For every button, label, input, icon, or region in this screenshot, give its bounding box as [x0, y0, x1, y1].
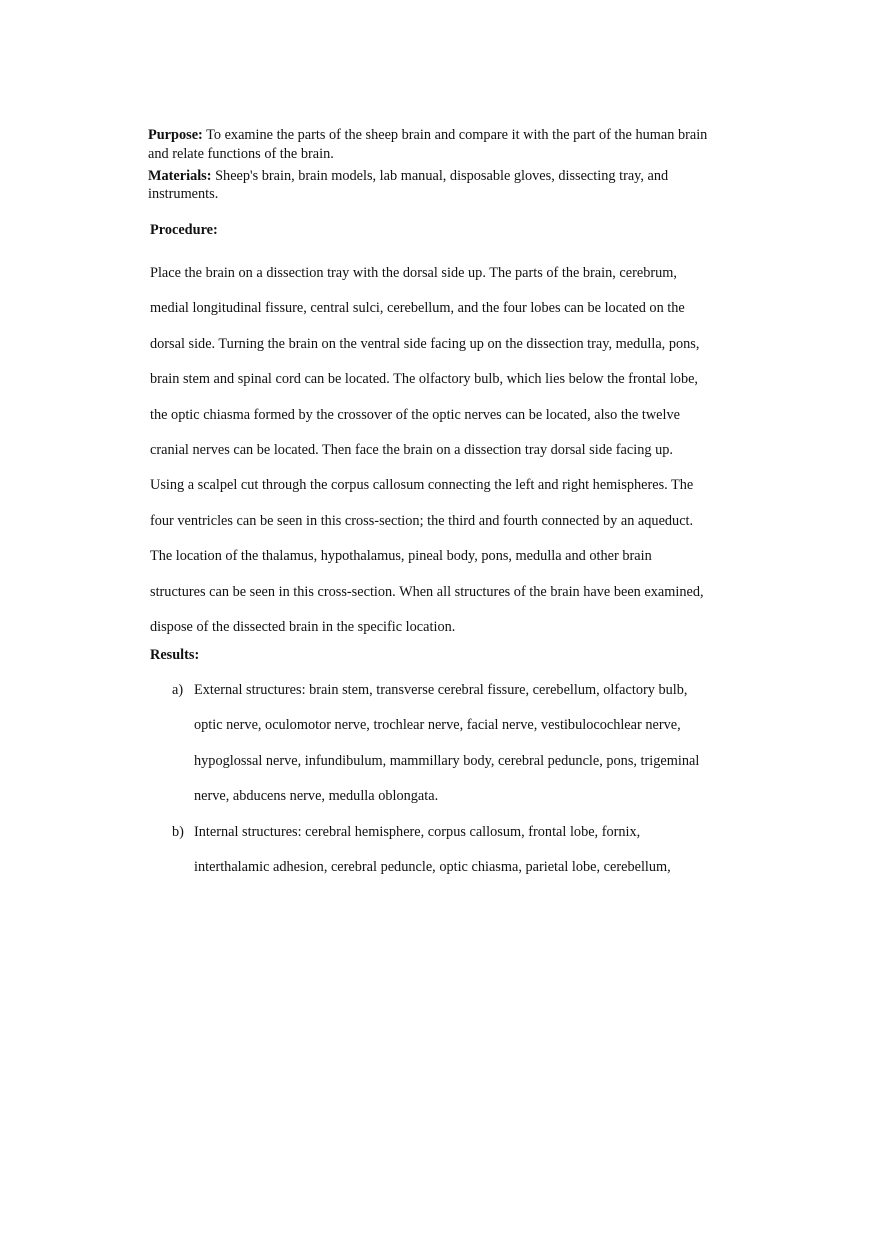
procedure-line: cranial nerves can be located. Then face the brain on a dissection tray dorsal side facing up. [150, 442, 673, 459]
procedure-heading: Procedure: [150, 222, 218, 238]
results-line: interthalamic adhesion, cerebral peduncle, optic chiasma, parietal lobe, cerebellum, [194, 859, 671, 876]
procedure-line: Place the brain on a dissection tray with the dorsal side up. The parts of the brain, cerebrum, [150, 265, 677, 281]
procedure-line: dorsal side. Turning the brain on the ventral side facing up on the dissection tray, medulla, pons, [150, 335, 700, 352]
procedure-line: medial longitudinal fissure, central sulci, cerebellum, and the four lobes can be located on the [150, 300, 685, 317]
results-line: nerve, abducens nerve, medulla oblongata. [194, 788, 439, 805]
materials-text: Sheep's brain, brain models, lab manual, disposable gloves, dissecting tray, and instruments. [148, 168, 669, 202]
results-heading: Results: [150, 647, 200, 663]
procedure-paragraph [150, 256, 735, 645]
procedure-line: the optic chiasma formed by the crossover of the optic nerves can be located, also the twelve [150, 406, 680, 423]
procedure-line: Using a scalpel cut through the corpus callosum connecting the left and right hemispheres. The [150, 477, 694, 494]
procedure-line: structures can be seen in this cross-section. When all structures of the brain have been examined, [150, 583, 704, 600]
procedure-line: The location of the thalamus, hypothalamus, pineal body, pons, medulla and other brain [150, 548, 652, 565]
purpose-label: Purpose: [148, 127, 203, 143]
results-line: External structures: brain stem, transverse cerebral fissure, cerebellum, olfactory bulb, [194, 682, 688, 698]
purpose-paragraph [148, 126, 728, 164]
materials-label: Materials: [148, 168, 212, 184]
list-marker: b) [172, 824, 184, 840]
results-line: Internal structures: cerebral hemisphere, corpus callosum, frontal lobe, fornix, [194, 824, 641, 840]
list-marker: a) [172, 682, 184, 698]
purpose-text: To examine the parts of the sheep brain and compare it with the part of the human brain and relate functions of the brain. [148, 127, 708, 162]
results-line: optic nerve, oculomotor nerve, trochlear nerve, facial nerve, vestibulocochlear nerve, [194, 717, 681, 734]
materials-paragraph [148, 167, 728, 203]
procedure-line: dispose of the dissected brain in the specific location. [150, 619, 456, 636]
procedure-line: brain stem and spinal cord can be located. The olfactory bulb, which lies below the frontal lobe, [150, 371, 699, 388]
results-line: hypoglossal nerve, infundibulum, mammillary body, cerebral peduncle, pons, trigeminal [194, 752, 700, 769]
procedure-line: four ventricles can be seen in this cross-section; the third and fourth connected by an aqueduct. [150, 512, 694, 529]
